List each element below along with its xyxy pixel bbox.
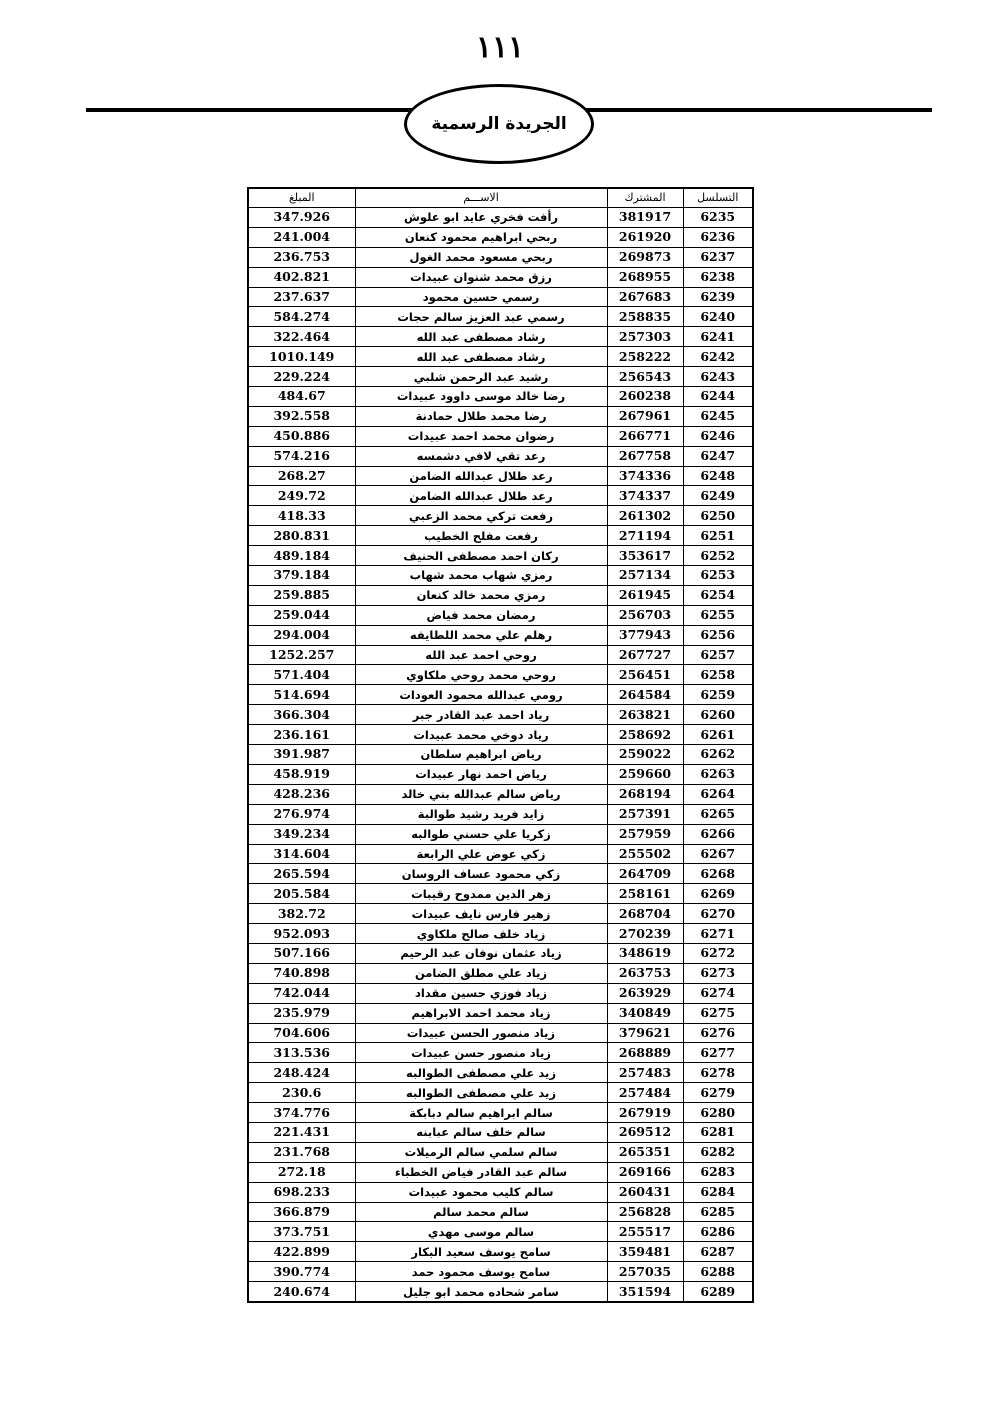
table-row (248, 1103, 753, 1123)
serial-cell: 6237 (683, 247, 753, 267)
serial-cell: 6260 (683, 705, 753, 725)
table-row (248, 466, 753, 486)
header-amount: المبلغ (248, 188, 355, 208)
name-cell: زياد عثمان نوفان عبد الرحيم (355, 943, 607, 963)
serial-cell: 6287 (683, 1242, 753, 1262)
amount-cell: 422.899 (248, 1242, 355, 1262)
table-row (248, 1122, 753, 1142)
amount-cell: 382.72 (248, 904, 355, 924)
table-row (248, 1282, 753, 1302)
table-row (248, 844, 753, 864)
amount-cell: 574.216 (248, 446, 355, 466)
amount-cell: 450.886 (248, 426, 355, 446)
amount-cell: 489.184 (248, 546, 355, 566)
amount-cell: 231.768 (248, 1142, 355, 1162)
serial-cell: 6257 (683, 645, 753, 665)
table-row (248, 227, 753, 247)
table-row (248, 585, 753, 605)
subscriber-cell: 257303 (607, 327, 683, 347)
table-row (248, 705, 753, 725)
serial-cell: 6266 (683, 824, 753, 844)
table-row (248, 884, 753, 904)
table-row (248, 526, 753, 546)
table-row (248, 685, 753, 705)
name-cell: رومي عبدالله محمود العودات (355, 685, 607, 705)
name-cell: رضا خالد موسى داوود عبيدات (355, 387, 607, 407)
table-row (248, 665, 753, 685)
table-row (248, 745, 753, 765)
table-row (248, 446, 753, 466)
amount-cell: 458.919 (248, 764, 355, 784)
table-row (248, 943, 753, 963)
name-cell: رضا محمد طلال حمادنة (355, 406, 607, 426)
amount-cell: 390.774 (248, 1262, 355, 1282)
serial-cell: 6245 (683, 406, 753, 426)
name-cell: سالم سلمي سالم الرميلات (355, 1142, 607, 1162)
table-row (248, 804, 753, 824)
amount-cell: 294.004 (248, 625, 355, 645)
name-cell: رشيد عبد الرحمن شلبي (355, 367, 607, 387)
table-row (248, 406, 753, 426)
subscriber-cell: 260431 (607, 1182, 683, 1202)
serial-cell: 6283 (683, 1162, 753, 1182)
amount-cell: 366.304 (248, 705, 355, 725)
subscriber-cell: 255502 (607, 844, 683, 864)
subscriber-cell: 377943 (607, 625, 683, 645)
serial-cell: 6262 (683, 745, 753, 765)
serial-cell: 6271 (683, 924, 753, 944)
name-cell: زياد علي مطلق الضامن (355, 963, 607, 983)
serial-cell: 6254 (683, 585, 753, 605)
amount-cell: 280.831 (248, 526, 355, 546)
serial-cell: 6267 (683, 844, 753, 864)
amount-cell: 322.464 (248, 327, 355, 347)
subscriber-cell: 255517 (607, 1222, 683, 1242)
table-row (248, 924, 753, 944)
amount-cell: 314.604 (248, 844, 355, 864)
serial-cell: 6282 (683, 1142, 753, 1162)
amount-cell: 313.536 (248, 1043, 355, 1063)
name-cell: رسمي حسين محمود (355, 287, 607, 307)
masthead-oval (404, 84, 594, 164)
subscriber-cell: 256451 (607, 665, 683, 685)
name-cell: زياد محمد احمد الابراهيم (355, 1003, 607, 1023)
serial-cell: 6258 (683, 665, 753, 685)
serial-cell: 6252 (683, 546, 753, 566)
table-row (248, 287, 753, 307)
name-cell: رزق محمد شنوان عبيدات (355, 267, 607, 287)
page-number: ١١١ (475, 30, 525, 65)
subscriber-cell: 351594 (607, 1282, 683, 1302)
amount-cell: 205.584 (248, 884, 355, 904)
subscriber-cell: 257484 (607, 1083, 683, 1103)
serial-cell: 6270 (683, 904, 753, 924)
name-cell: سالم محمد سالم (355, 1202, 607, 1222)
amount-cell: 374.776 (248, 1103, 355, 1123)
name-cell: رشاد مصطفى عبد الله (355, 327, 607, 347)
subscriber-cell: 263929 (607, 983, 683, 1003)
table-row (248, 1182, 753, 1202)
subscriber-cell: 267727 (607, 645, 683, 665)
amount-cell: 229.224 (248, 367, 355, 387)
subscriber-cell: 267961 (607, 406, 683, 426)
serial-cell: 6268 (683, 864, 753, 884)
name-cell: رعد طلال عبدالله الضامن (355, 486, 607, 506)
amount-cell: 237.637 (248, 287, 355, 307)
amount-cell: 236.753 (248, 247, 355, 267)
amount-cell: 259.044 (248, 605, 355, 625)
name-cell: رياد احمد عبد القادر جبر (355, 705, 607, 725)
name-cell: زهر الدين ممدوح رقيبات (355, 884, 607, 904)
name-cell: سالم عبد القادر فياض الخطباء (355, 1162, 607, 1182)
table-row (248, 506, 753, 526)
table-row (248, 1202, 753, 1222)
serial-cell: 6289 (683, 1282, 753, 1302)
serial-cell: 6249 (683, 486, 753, 506)
name-cell: زكي عوض علي الرابعة (355, 844, 607, 864)
amount-cell: 347.926 (248, 208, 355, 228)
name-cell: رعد طلال عبدالله الضامن (355, 466, 607, 486)
amount-cell: 740.898 (248, 963, 355, 983)
serial-cell: 6256 (683, 625, 753, 645)
amount-cell: 514.694 (248, 685, 355, 705)
serial-cell: 6250 (683, 506, 753, 526)
serial-cell: 6280 (683, 1103, 753, 1123)
table-row (248, 307, 753, 327)
name-cell: رياض سالم عبدالله بني خالد (355, 784, 607, 804)
table-row (248, 645, 753, 665)
name-cell: سالم كليب محمود عبيدات (355, 1182, 607, 1202)
amount-cell: 391.987 (248, 745, 355, 765)
subscriber-cell: 258835 (607, 307, 683, 327)
name-cell: سامح يوسف محمود حمد (355, 1262, 607, 1282)
subscriber-cell: 379621 (607, 1023, 683, 1043)
subscriber-cell: 256703 (607, 605, 683, 625)
name-cell: روحي محمد روحي ملكاوي (355, 665, 607, 685)
subscriber-cell: 268955 (607, 267, 683, 287)
subscriber-cell: 271194 (607, 526, 683, 546)
subscriber-cell: 374337 (607, 486, 683, 506)
table-row (248, 1043, 753, 1063)
serial-cell: 6264 (683, 784, 753, 804)
serial-cell: 6288 (683, 1262, 753, 1282)
table-row (248, 208, 753, 228)
subscriber-cell: 257483 (607, 1063, 683, 1083)
amount-cell: 571.404 (248, 665, 355, 685)
amount-cell: 704.606 (248, 1023, 355, 1043)
amount-cell: 428.236 (248, 784, 355, 804)
name-cell: سالم موسى مهدي (355, 1222, 607, 1242)
subscriber-cell: 267919 (607, 1103, 683, 1123)
subscriber-cell: 263821 (607, 705, 683, 725)
serial-cell: 6242 (683, 347, 753, 367)
name-cell: رمزي شهاب محمد شهاب (355, 566, 607, 586)
subscriber-cell: 261302 (607, 506, 683, 526)
name-cell: زيد علي مصطفى الطوالبه (355, 1063, 607, 1083)
name-cell: رياد دوخي محمد عبيدات (355, 725, 607, 745)
name-cell: رضوان محمد احمد عبيدات (355, 426, 607, 446)
table-row (248, 347, 753, 367)
subscriber-cell: 259022 (607, 745, 683, 765)
serial-cell: 6253 (683, 566, 753, 586)
serial-cell: 6263 (683, 764, 753, 784)
serial-cell: 6278 (683, 1063, 753, 1083)
serial-cell: 6261 (683, 725, 753, 745)
amount-cell: 584.274 (248, 307, 355, 327)
subscriber-cell: 257134 (607, 566, 683, 586)
serial-cell: 6251 (683, 526, 753, 546)
serial-cell: 6279 (683, 1083, 753, 1103)
amount-cell: 379.184 (248, 566, 355, 586)
serial-cell: 6281 (683, 1122, 753, 1142)
name-cell: رهلم علي محمد اللطايفه (355, 625, 607, 645)
amount-cell: 276.974 (248, 804, 355, 824)
subscriber-cell: 256543 (607, 367, 683, 387)
amount-cell: 742.044 (248, 983, 355, 1003)
name-cell: رفعت مفلح الخطيب (355, 526, 607, 546)
header-name: الاســـم (355, 188, 607, 208)
table-row (248, 566, 753, 586)
serial-cell: 6269 (683, 884, 753, 904)
subscriber-cell: 269512 (607, 1122, 683, 1142)
table-row (248, 1142, 753, 1162)
table-row (248, 267, 753, 287)
serial-cell: 6276 (683, 1023, 753, 1043)
serial-cell: 6238 (683, 267, 753, 287)
serial-cell: 6273 (683, 963, 753, 983)
subscriber-cell: 270239 (607, 924, 683, 944)
table-row (248, 605, 753, 625)
serial-cell: 6277 (683, 1043, 753, 1063)
subscriber-cell: 268194 (607, 784, 683, 804)
subscriber-cell: 353617 (607, 546, 683, 566)
name-cell: سالم خلف سالم عبابنه (355, 1122, 607, 1142)
masthead-title: الجريدة الرسمية (431, 114, 567, 134)
serial-cell: 6286 (683, 1222, 753, 1242)
table-row (248, 387, 753, 407)
subscriber-cell: 268889 (607, 1043, 683, 1063)
table-row (248, 426, 753, 446)
subscriber-cell: 264709 (607, 864, 683, 884)
subscriber-cell: 260238 (607, 387, 683, 407)
subscriber-cell: 359481 (607, 1242, 683, 1262)
name-cell: رأفت فخري عايد ابو علوش (355, 208, 607, 228)
amount-cell: 236.161 (248, 725, 355, 745)
name-cell: ربحي ابراهيم محمود كنعان (355, 227, 607, 247)
serial-cell: 6272 (683, 943, 753, 963)
table-body (248, 208, 753, 1302)
subscribers-table-wrap (247, 187, 752, 1303)
table-row (248, 327, 753, 347)
subscriber-cell: 381917 (607, 208, 683, 228)
table-row (248, 725, 753, 745)
name-cell: ركان احمد مصطفى الحنيف (355, 546, 607, 566)
serial-cell: 6246 (683, 426, 753, 446)
subscriber-cell: 340849 (607, 1003, 683, 1023)
name-cell: زياد منصور الحسن عبيدات (355, 1023, 607, 1043)
subscriber-cell: 257391 (607, 804, 683, 824)
amount-cell: 249.72 (248, 486, 355, 506)
subscriber-cell: 264584 (607, 685, 683, 705)
table-row (248, 367, 753, 387)
amount-cell: 272.18 (248, 1162, 355, 1182)
amount-cell: 392.558 (248, 406, 355, 426)
name-cell: رياض ابراهيم سلطان (355, 745, 607, 765)
amount-cell: 1010.149 (248, 347, 355, 367)
name-cell: روحي احمد عبد الله (355, 645, 607, 665)
name-cell: زيد علي مصطفى الطوالبه (355, 1083, 607, 1103)
amount-cell: 241.004 (248, 227, 355, 247)
serial-cell: 6244 (683, 387, 753, 407)
amount-cell: 248.424 (248, 1063, 355, 1083)
name-cell: زياد خلف صالح ملكاوي (355, 924, 607, 944)
name-cell: رشاد مصطفى عبد الله (355, 347, 607, 367)
table-row (248, 247, 753, 267)
subscriber-cell: 265351 (607, 1142, 683, 1162)
subscriber-cell: 261920 (607, 227, 683, 247)
subscriber-cell: 259660 (607, 764, 683, 784)
header-subscriber: المشترك (607, 188, 683, 208)
table-row (248, 864, 753, 884)
amount-cell: 698.233 (248, 1182, 355, 1202)
table-row (248, 764, 753, 784)
subscriber-cell: 266771 (607, 426, 683, 446)
subscriber-cell: 267758 (607, 446, 683, 466)
subscriber-cell: 348619 (607, 943, 683, 963)
name-cell: زياد منصور حسن عبيدات (355, 1043, 607, 1063)
table-row (248, 983, 753, 1003)
subscriber-cell: 269166 (607, 1162, 683, 1182)
name-cell: سامح يوسف سعيد البكار (355, 1242, 607, 1262)
name-cell: زياد فوزي حسين مقداد (355, 983, 607, 1003)
subscriber-cell: 268704 (607, 904, 683, 924)
name-cell: زكي محمود عساف الروسان (355, 864, 607, 884)
serial-cell: 6235 (683, 208, 753, 228)
amount-cell: 484.67 (248, 387, 355, 407)
table-row (248, 1262, 753, 1282)
name-cell: سالم ابراهيم سالم دبابكة (355, 1103, 607, 1123)
serial-cell: 6274 (683, 983, 753, 1003)
serial-cell: 6248 (683, 466, 753, 486)
amount-cell: 235.979 (248, 1003, 355, 1023)
subscriber-cell: 256828 (607, 1202, 683, 1222)
serial-cell: 6247 (683, 446, 753, 466)
serial-cell: 6284 (683, 1182, 753, 1202)
table-row (248, 1162, 753, 1182)
amount-cell: 366.879 (248, 1202, 355, 1222)
amount-cell: 221.431 (248, 1122, 355, 1142)
serial-cell: 6239 (683, 287, 753, 307)
name-cell: زهير فارس نايف عبيدات (355, 904, 607, 924)
subscriber-cell: 269873 (607, 247, 683, 267)
name-cell: زايد فريد رشيد طوالبة (355, 804, 607, 824)
name-cell: سامر شحاده محمد ابو جليل (355, 1282, 607, 1302)
serial-cell: 6255 (683, 605, 753, 625)
table-row (248, 625, 753, 645)
table-row (248, 963, 753, 983)
serial-cell: 6259 (683, 685, 753, 705)
table-row (248, 1063, 753, 1083)
subscriber-cell: 263753 (607, 963, 683, 983)
subscriber-cell: 258222 (607, 347, 683, 367)
subscriber-cell: 261945 (607, 585, 683, 605)
table-row (248, 1222, 753, 1242)
table-row (248, 1083, 753, 1103)
table-header-row (248, 188, 753, 208)
serial-cell: 6241 (683, 327, 753, 347)
table-row (248, 784, 753, 804)
table-row (248, 1023, 753, 1043)
amount-cell: 507.166 (248, 943, 355, 963)
name-cell: رعد تقي لافي دشمسه (355, 446, 607, 466)
amount-cell: 240.674 (248, 1282, 355, 1302)
header-serial: التسلسل (683, 188, 753, 208)
name-cell: رياض احمد نهار عبيدات (355, 764, 607, 784)
name-cell: رفعت تركي محمد الزعبي (355, 506, 607, 526)
table-row (248, 546, 753, 566)
subscriber-cell: 257035 (607, 1262, 683, 1282)
table-row (248, 1242, 753, 1262)
amount-cell: 265.594 (248, 864, 355, 884)
subscriber-cell: 257959 (607, 824, 683, 844)
subscriber-cell: 267683 (607, 287, 683, 307)
serial-cell: 6275 (683, 1003, 753, 1023)
table-row (248, 824, 753, 844)
serial-cell: 6236 (683, 227, 753, 247)
subscribers-table (247, 187, 754, 1303)
table-row (248, 1003, 753, 1023)
name-cell: زكريا علي حسني طوالبه (355, 824, 607, 844)
amount-cell: 373.751 (248, 1222, 355, 1242)
amount-cell: 230.6 (248, 1083, 355, 1103)
subscriber-cell: 258161 (607, 884, 683, 904)
table-row (248, 904, 753, 924)
amount-cell: 268.27 (248, 466, 355, 486)
serial-cell: 6243 (683, 367, 753, 387)
name-cell: رمضان محمد فياض (355, 605, 607, 625)
subscriber-cell: 258692 (607, 725, 683, 745)
serial-cell: 6265 (683, 804, 753, 824)
name-cell: رسمي عبد العزيز سالم حجات (355, 307, 607, 327)
table-row (248, 486, 753, 506)
name-cell: ربحي مسعود محمد الغول (355, 247, 607, 267)
serial-cell: 6285 (683, 1202, 753, 1222)
name-cell: رمزي محمد خالد كنعان (355, 585, 607, 605)
amount-cell: 259.885 (248, 585, 355, 605)
amount-cell: 349.234 (248, 824, 355, 844)
amount-cell: 402.821 (248, 267, 355, 287)
amount-cell: 952.093 (248, 924, 355, 944)
subscriber-cell: 374336 (607, 466, 683, 486)
amount-cell: 418.33 (248, 506, 355, 526)
amount-cell: 1252.257 (248, 645, 355, 665)
serial-cell: 6240 (683, 307, 753, 327)
